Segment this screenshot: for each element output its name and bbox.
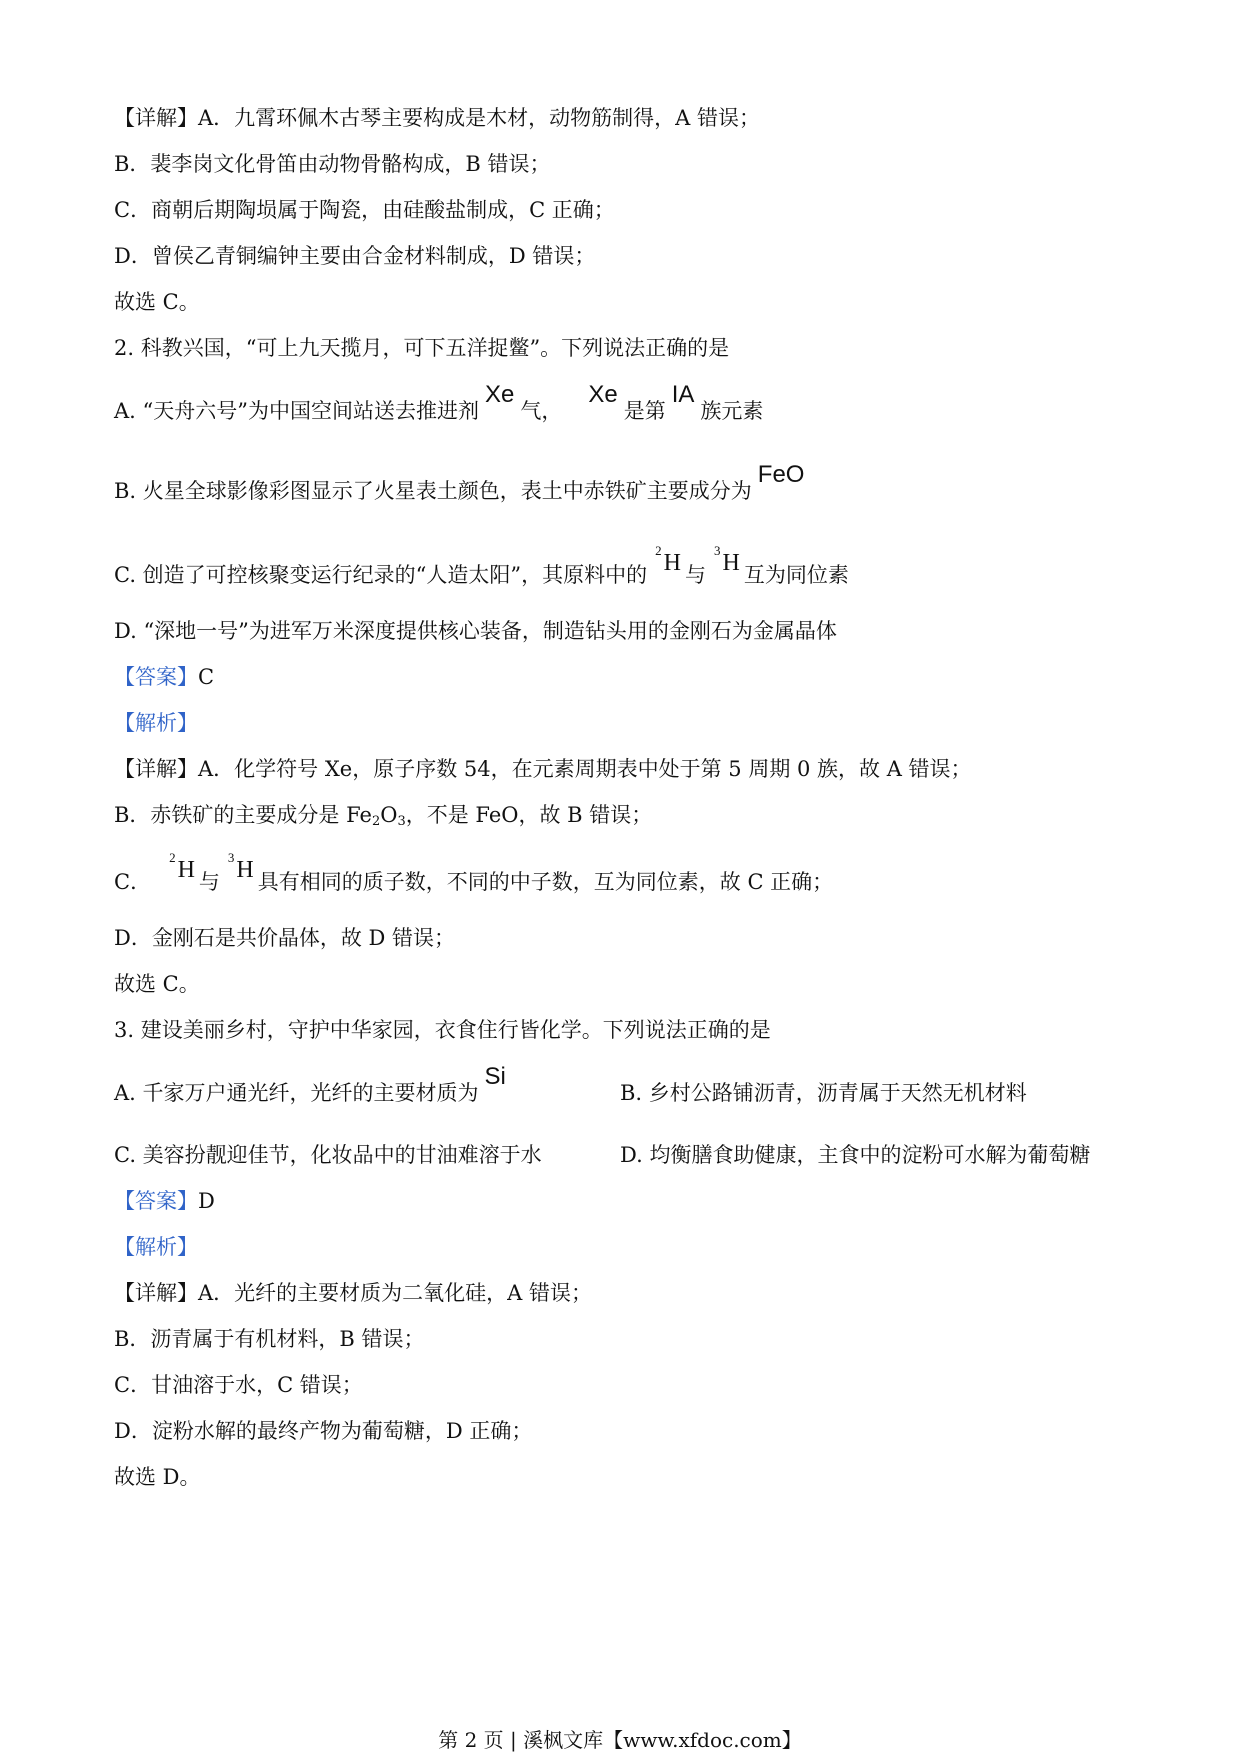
q2-detail-3-text-1: C． <box>114 870 152 894</box>
subscript: 3 <box>397 814 406 829</box>
q3-detail-line-1: 【详解】A．光纤的主要材质为二氧化硅，A 错误； <box>114 1281 593 1305</box>
q2-option-c-isotope-h3 <box>714 543 740 577</box>
q2-option-a-formula-xe-1: Xe <box>485 381 515 408</box>
page-footer: 第 2 页 | 溪枫文库【www.xfdoc.com】 <box>438 1728 802 1752</box>
q3-option-d: D. 均衡膳食助健康，主食中的淀粉可水解为葡萄糖 <box>620 1143 1091 1167</box>
answer-tag: 【答案】 <box>114 1189 198 1213</box>
q2-detail-line-2 <box>114 801 652 836</box>
isotope-symbol: H <box>663 550 681 576</box>
q3-analysis-tag: 【解析】 <box>114 1235 198 1259</box>
subscript: 2 <box>371 814 381 829</box>
q2-option-a-formula-xe-2: Xe <box>588 381 618 408</box>
isotope-symbol: H <box>177 857 195 883</box>
q2-option-b <box>114 461 810 505</box>
q2-option-a <box>114 381 764 425</box>
q1-detail-line-3: C．商朝后期陶埙属于陶瓷，由硅酸盐制成，C 正确； <box>114 198 615 222</box>
answer-value: D <box>198 1189 215 1213</box>
q3-stem: 3. 建设美丽乡村，守护中华家园，衣食住行皆化学。下列说法正确的是 <box>114 1018 771 1042</box>
q2-detail-line-3 <box>114 850 834 896</box>
q2-option-d: D. “深地一号”为进军万米深度提供核心装备，制造钻头用的金刚石为金属晶体 <box>114 619 837 643</box>
q2-analysis-tag: 【解析】 <box>114 711 198 735</box>
q2-detail-line-1: 【详解】A．化学符号 Xe，原子序数 54，在元素周期表中处于第 5 周期 0 族，故 A 错误； <box>114 757 972 781</box>
q2-detail-2-text-3: ，不是 FeO，故 B 错误； <box>405 803 653 827</box>
q2-option-c-text-1: C. 创造了可控核聚变运行纪录的“人造太阳”，其原料中的 <box>114 563 648 587</box>
q1-detail-line-4: D．曾侯乙青铜编钟主要由合金材料制成，D 错误； <box>114 244 596 268</box>
answer-value: C <box>198 665 215 689</box>
q1-conclusion: 故选 C。 <box>114 290 200 314</box>
q2-option-a-text-3: 是第 <box>623 399 666 423</box>
isotope-symbol: H <box>236 857 254 883</box>
q2-answer <box>114 663 214 691</box>
q2-detail-2-text-2: O <box>380 803 398 827</box>
q2-option-a-text-1: A. “天舟六号”为中国空间站送去推进剂 <box>114 399 479 423</box>
q2-option-b-text: B. 火星全球影像彩图显示了火星表土颜色，表土中赤铁矿主要成分为 <box>114 479 752 503</box>
q3-option-a-text: A. 千家万户通光纤，光纤的主要材质为 <box>114 1081 479 1105</box>
q2-detail-3-text-2: 与 <box>198 870 220 894</box>
q2-option-c <box>114 543 849 589</box>
q2-option-a-text-2: 气， <box>520 399 563 423</box>
q2-detail-3-isotope-h2 <box>169 850 195 884</box>
q3-option-a-formula-si: Si <box>484 1063 506 1090</box>
q2-conclusion: 故选 C。 <box>114 972 200 996</box>
q2-detail-3-text-3: 具有相同的质子数，不同的中子数，互为同位素，故 C 正确； <box>257 870 834 894</box>
q3-detail-line-2: B．沥青属于有机材料，B 错误； <box>114 1327 425 1351</box>
q3-option-a <box>114 1063 512 1107</box>
q1-detail-line-1: 【详解】A．九霄环佩木古琴主要构成是木材，动物筋制得，A 错误； <box>114 106 761 130</box>
isotope-mass-number: 2 <box>655 543 662 558</box>
q3-detail-line-4: D．淀粉水解的最终产物为葡萄糖，D 正确； <box>114 1419 533 1443</box>
isotope-symbol: H <box>722 550 740 576</box>
q3-answer <box>114 1187 215 1215</box>
isotope-mass-number: 3 <box>713 543 721 558</box>
q3-conclusion: 故选 D。 <box>114 1465 201 1489</box>
q2-option-c-text-2: 与 <box>684 563 706 587</box>
q3-option-b: B. 乡村公路铺沥青，沥青属于天然无机材料 <box>620 1081 1027 1105</box>
q2-option-a-text-4: 族元素 <box>700 399 764 423</box>
q2-option-a-formula-ia: IA <box>671 381 695 408</box>
q2-detail-2-text-1: B．赤铁矿的主要成分是 Fe <box>114 803 372 827</box>
q3-detail-line-3: C．甘油溶于水，C 错误； <box>114 1373 363 1397</box>
q2-detail-line-4: D．金刚石是共价晶体，故 D 错误； <box>114 926 456 950</box>
q2-detail-3-isotope-h3 <box>228 850 254 884</box>
q2-stem: 2. 科教兴国，“可上九天揽月，可下五洋捉鳖”。下列说法正确的是 <box>114 336 730 360</box>
q3-option-c: C. 美容扮靓迎佳节，化妆品中的甘油难溶于水 <box>114 1143 542 1167</box>
q1-detail-line-2: B．裴李岗文化骨笛由动物骨骼构成，B 错误； <box>114 152 551 176</box>
isotope-mass-number: 3 <box>227 850 235 865</box>
isotope-mass-number: 2 <box>169 850 176 865</box>
q2-option-c-text-3: 互为同位素 <box>743 563 849 587</box>
q2-option-c-isotope-h2 <box>655 543 681 577</box>
answer-tag: 【答案】 <box>114 665 198 689</box>
q2-option-b-formula-feo: FeO <box>757 461 805 488</box>
